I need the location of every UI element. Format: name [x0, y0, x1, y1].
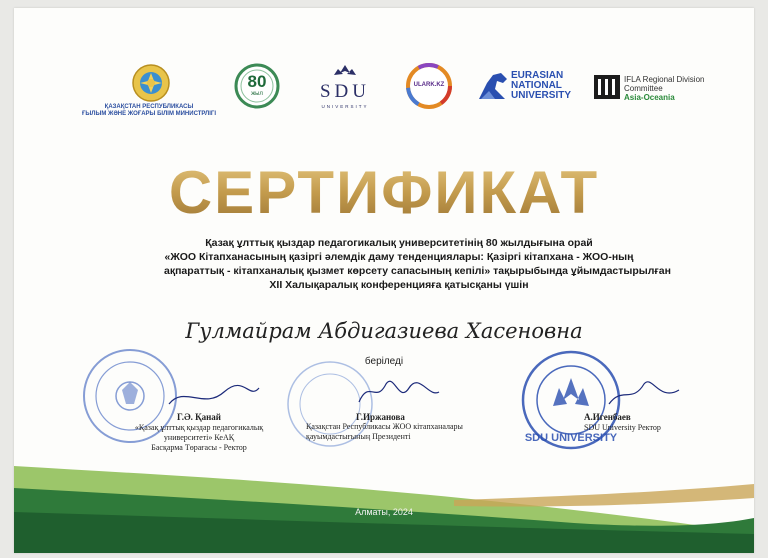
description-line: ақпараттық - кітапханалық қызмет көрсету сапасының кепілі» тақырыбында ұйымдастырылған: [164, 265, 671, 277]
signatory-name: А.Игенбаев: [584, 412, 631, 422]
ifla-line2: Committee: [624, 84, 663, 93]
ularkz-text: ULARK.KZ: [413, 82, 445, 88]
recipient-name: Гулмайрам Абдигазиева Хасеновна: [185, 319, 583, 343]
anniversary-80-logo: [234, 63, 280, 109]
signatory-role: Қазақстан Республикасы ЖОО кітапханалары: [306, 422, 463, 431]
signatory-role: университеті» КеАҚ: [163, 433, 235, 442]
signatory-3: [584, 412, 714, 433]
signatory-role: SDU University Ректор: [584, 423, 661, 432]
ifla-logo: [594, 75, 744, 111]
signature-2-icon: [354, 374, 444, 408]
enu-line2: NATIONAL: [511, 80, 562, 91]
enu-logo: [477, 69, 587, 109]
ministry-line1: ҚАЗАҚСТАН РЕСПУБЛИКАСЫ: [104, 104, 194, 110]
signatory-role: қауымдастығының Президенті: [306, 432, 411, 441]
ministry-line2: ҒЫЛЫМ ЖӘНЕ ЖОҒАРЫ БІЛІМ МИНИСТРЛІГІ: [82, 111, 216, 117]
kazakhstan-emblem-icon: [131, 63, 171, 103]
anniversary-word: жыл: [251, 91, 263, 97]
given-label: беріледі: [364, 356, 404, 367]
enu-line3: UNIVERSITY: [511, 90, 572, 101]
sdu-logo: [310, 63, 380, 113]
signatory-role: Басқарма Төрағасы - Ректор: [151, 443, 247, 452]
signatory-name: Г.Иржанова: [356, 412, 405, 422]
ministry-label: [74, 104, 224, 118]
description-line: XII Халықаралық конференцияға қатысқаны үшін: [269, 279, 529, 291]
logos-row: [14, 63, 754, 133]
ifla-line1: IFLA Regional Division: [624, 75, 705, 84]
signatory-role: «Қазақ ұлттық қыздар педагогикалық: [134, 423, 264, 432]
ularkz-logo: [406, 63, 452, 109]
sdu-sub: UNIVERSITY: [321, 104, 369, 109]
bottom-waves: [14, 438, 754, 553]
signatory-name: Г.Ә. Қанай: [176, 412, 221, 422]
city-year: Алматы, 2024: [355, 507, 413, 517]
signature-3-icon: [604, 376, 684, 410]
certificate-sheet: [14, 8, 754, 553]
sdu-name: SDU: [319, 81, 370, 102]
sdu-bird-icon: [310, 63, 380, 81]
sdu-stamp-text: SDU UNIVERSITY: [524, 432, 618, 444]
certificate-title: СЕРТИФИКАТ: [14, 158, 754, 227]
ifla-line3: Asia-Oceania: [624, 93, 675, 102]
description-line: «ЖОО Кітапханасының қазіргі әлемдік даму тенденциялары: Қазіргі кітапхана - ЖОО-ның: [164, 251, 634, 263]
anniversary-number: 80: [247, 72, 267, 91]
ifla-building-icon: [594, 75, 620, 99]
certificate-description: [164, 236, 671, 292]
enu-line1: EURASIAN: [511, 70, 564, 81]
enu-horse-icon: [477, 69, 511, 103]
description-line: Қазақ ұлттық қыздар педагогикалық университетінің 80 жылдығына орай: [205, 237, 593, 249]
signature-1-icon: [164, 380, 264, 410]
